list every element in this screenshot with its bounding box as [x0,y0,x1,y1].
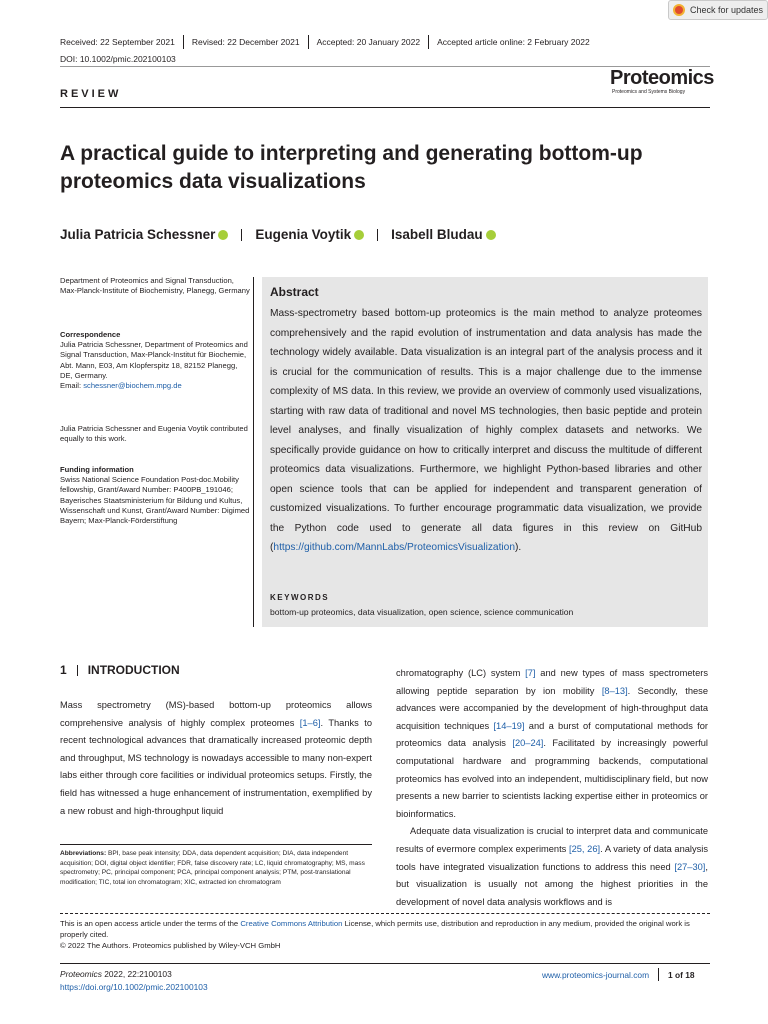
page-number: 1 of 18 [668,969,695,980]
correspondence-text: Julia Patricia Schessner, Department of Proteomics and Signal Transduction, Max-Planck-Institut für Biochemie, Abt. Mann, E03, Am Klopferspitz 18, 82152 Planegg, DE, Germany. [60,340,248,380]
email-line [60,381,250,391]
author[interactable] [255,227,364,242]
funding-information [60,465,250,526]
journal-site-link[interactable]: www.proteomics-journal.com [542,969,650,980]
online-date: Accepted article online: 2 February 2022 [437,37,590,47]
abstract-heading: Abstract [270,285,319,299]
text-segment: and a burst of computational methods for proteomics data analysis [396,720,708,749]
orcid-icon[interactable] [218,230,228,240]
section-heading [60,663,180,677]
author-name[interactable]: Isabell Bludau [391,227,483,242]
author-separator [377,229,378,241]
footer-separator [658,968,659,981]
footer-divider [60,963,710,964]
license-notice [60,918,710,952]
check-for-updates-label: Check for updates [690,5,764,15]
accepted-date: Accepted: 20 January 2022 [309,35,430,49]
text-segment: , but visualization is usually not among the highest priorities in the development of novel data analysis workflows and is [396,861,708,907]
citation-link[interactable]: [8–13] [601,685,628,696]
article-type-divider [60,107,710,108]
author-list [60,227,496,242]
author[interactable] [391,227,496,242]
text-segment: Mass spectrometry (MS)-based bottom-up proteomics allows comprehensive analysis of highly complex proteomes [60,700,372,728]
github-link[interactable]: https://github.com/MannLabs/ProteomicsVisualization [273,542,516,553]
doi-link[interactable]: https://doi.org/10.1002/pmic.202100103 [60,982,208,992]
citation-link[interactable]: [14–19] [493,720,525,731]
paragraph [396,665,708,823]
journal-subtitle: Proteomics and Systems Biology [612,89,686,95]
orcid-icon[interactable] [486,230,496,240]
citation-link[interactable]: [1–6] [299,717,321,728]
section-title: INTRODUCTION [87,663,180,677]
intro-column-right [396,665,708,911]
intro-column-left [60,697,372,820]
text-segment: and new types of mass spectrometers allowing peptide separation by ion mobility [396,668,708,696]
equal-contribution-note: Julia Patricia Schessner and Eugenia Voytik contributed equally to this work. [60,424,248,444]
text-segment: . Facilitated by increasingly powerful computational hardware and programming backends, computational proteomics has evolved into an independent, multidisciplinary field, but now presents a new barrier to scientists lacking expertise either in proteomics or bioinformatics. [396,738,708,819]
orcid-icon[interactable] [354,230,364,240]
paragraph [396,823,708,911]
license-text [60,918,710,940]
author-name[interactable]: Julia Patricia Schessner [60,227,216,242]
license-pre: This is an open access article under the terms of the [60,919,241,928]
affiliation: Department of Proteomics and Signal Transduction, Max-Planck-Institute of Biochemistry, Planegg, Germany [60,276,250,296]
license-link[interactable]: Creative Commons Attribution [240,919,343,928]
citation-link[interactable]: [25, 26] [569,843,601,854]
footnote-label: Abbreviations: [60,850,107,857]
text-segment: . A variety of data analysis tools have integrated visualization functions to address this need [396,843,709,872]
correspondence-heading: Correspondence [60,330,121,339]
keywords-heading: KEYWORDS [270,593,330,602]
doi: DOI: 10.1002/pmic.202100103 [60,54,176,64]
footer-journal: Proteomics [60,969,102,979]
funding-text: Swiss National Science Foundation Post-doc.Mobility fellowship, Grant/Award Number: P400PB_191046; Bayerisches Staatsministerium für Bildung und Kultus, Wissenschaft und Kunst, Grant/Award Number: Digimed Bayern; Max-Planck-Förderstiftung [60,475,250,526]
text-segment: chromatography (LC) system [396,668,526,678]
email-link[interactable]: schessner@biochem.mpg.de [83,381,182,391]
license-post: License, which permits use, distribution and reproduction in any medium, provided the original work is properly cited. [60,919,690,940]
revised-date: Revised: 22 December 2021 [184,35,309,49]
dates-row [60,35,598,49]
text-segment: . Secondly, these advances were accompanied by the development of high-throughput data acquisition techniques [396,685,708,731]
abstract-text [270,304,702,558]
citation-link[interactable]: [7] [525,668,536,678]
keywords: bottom-up proteomics, data visualization, open science, science communication [270,607,574,617]
footnote-text: BPI, base peak intensity; DDA, data dependent acquisition; DIA, data independent acquisition; DOI, digital object identifier; FDR, false discovery rate; LC, liquid chromatography; MS, mass spectrometry; PC, principal component; PCA, principal component analysis; PTM, post-translational modification; TIC, total ion chromatogram; XIC, extracted ion chromatogram [60,850,365,886]
crossmark-icon [673,4,685,16]
copyright: © 2022 The Authors. Proteomics published by Wiley-VCH GmbH [60,941,281,951]
check-for-updates-button[interactable] [668,0,768,20]
author-name[interactable]: Eugenia Voytik [255,227,352,242]
article-type: REVIEW [60,88,122,100]
text-segment: Adequate data visualization is crucial to interpret data and communicate results of evermore complex experiments [396,826,708,854]
article-title: A practical guide to interpreting and generating bottom-up proteomics data visualizations [60,142,643,193]
section-number: 1 [60,663,67,677]
footer-volume: 2022, 22:2100103 [101,969,172,979]
citation-link[interactable]: [27–30] [674,861,706,872]
abbreviations-footnote [60,849,370,887]
received-date: Received: 22 September 2021 [60,35,184,49]
section-heading-separator [77,665,78,676]
correspondence [60,330,250,391]
citation-line [60,968,208,981]
funding-heading: Funding information [60,465,134,474]
abstract-body: Mass-spectrometry based bottom-up proteomics is the main method to analyze proteomes comprehensively and the rapid evolution of instrumentation and data analysis has made the technology widely available. Data visualization is an integral part of the analysis process and it is crucial for the communication of results. This is a major challenge due to the immense complexity of MS data. In this review, we provide an overview of commonly used visualizations, starting with raw data of traditional and novel MS technologies, then basic peptide and protein level analyses, and finally visualization of highly complex datasets and networks. We specifically provide guidance on how to critically interpret and discuss the multitude of different proteomics data visualizations. Furthermore, we highlight Python-based libraries and other open science tools that can be applied for independent and transparent generation of customized visualizations. To further encourage programmatic data visualization, we provide the Python code used to generate all data figures in this review on GitHub ( [270,308,702,553]
footnote-divider [60,844,372,845]
author-separator [241,229,242,241]
license-divider [60,913,710,914]
citation-link[interactable]: [20–24] [512,738,544,749]
text-segment: . Thanks to recent technological advances that dramatically increased proteomic depth and throughput, MS technology is nowadays accessible to many non-expert labs either through core facilities or individual proteomics setups. Firstly, the field has witnessed a huge enhancement of instrumentation, exemplified by a new robust and high-throughput liquid [60,717,372,816]
abstract-end: ). [515,542,522,553]
abstract-divider [253,277,254,627]
author[interactable] [60,227,228,242]
footer-right [542,968,695,981]
footer-citation [60,968,208,994]
email-label: Email: [60,381,84,391]
journal-logo: Proteomics [610,67,714,89]
